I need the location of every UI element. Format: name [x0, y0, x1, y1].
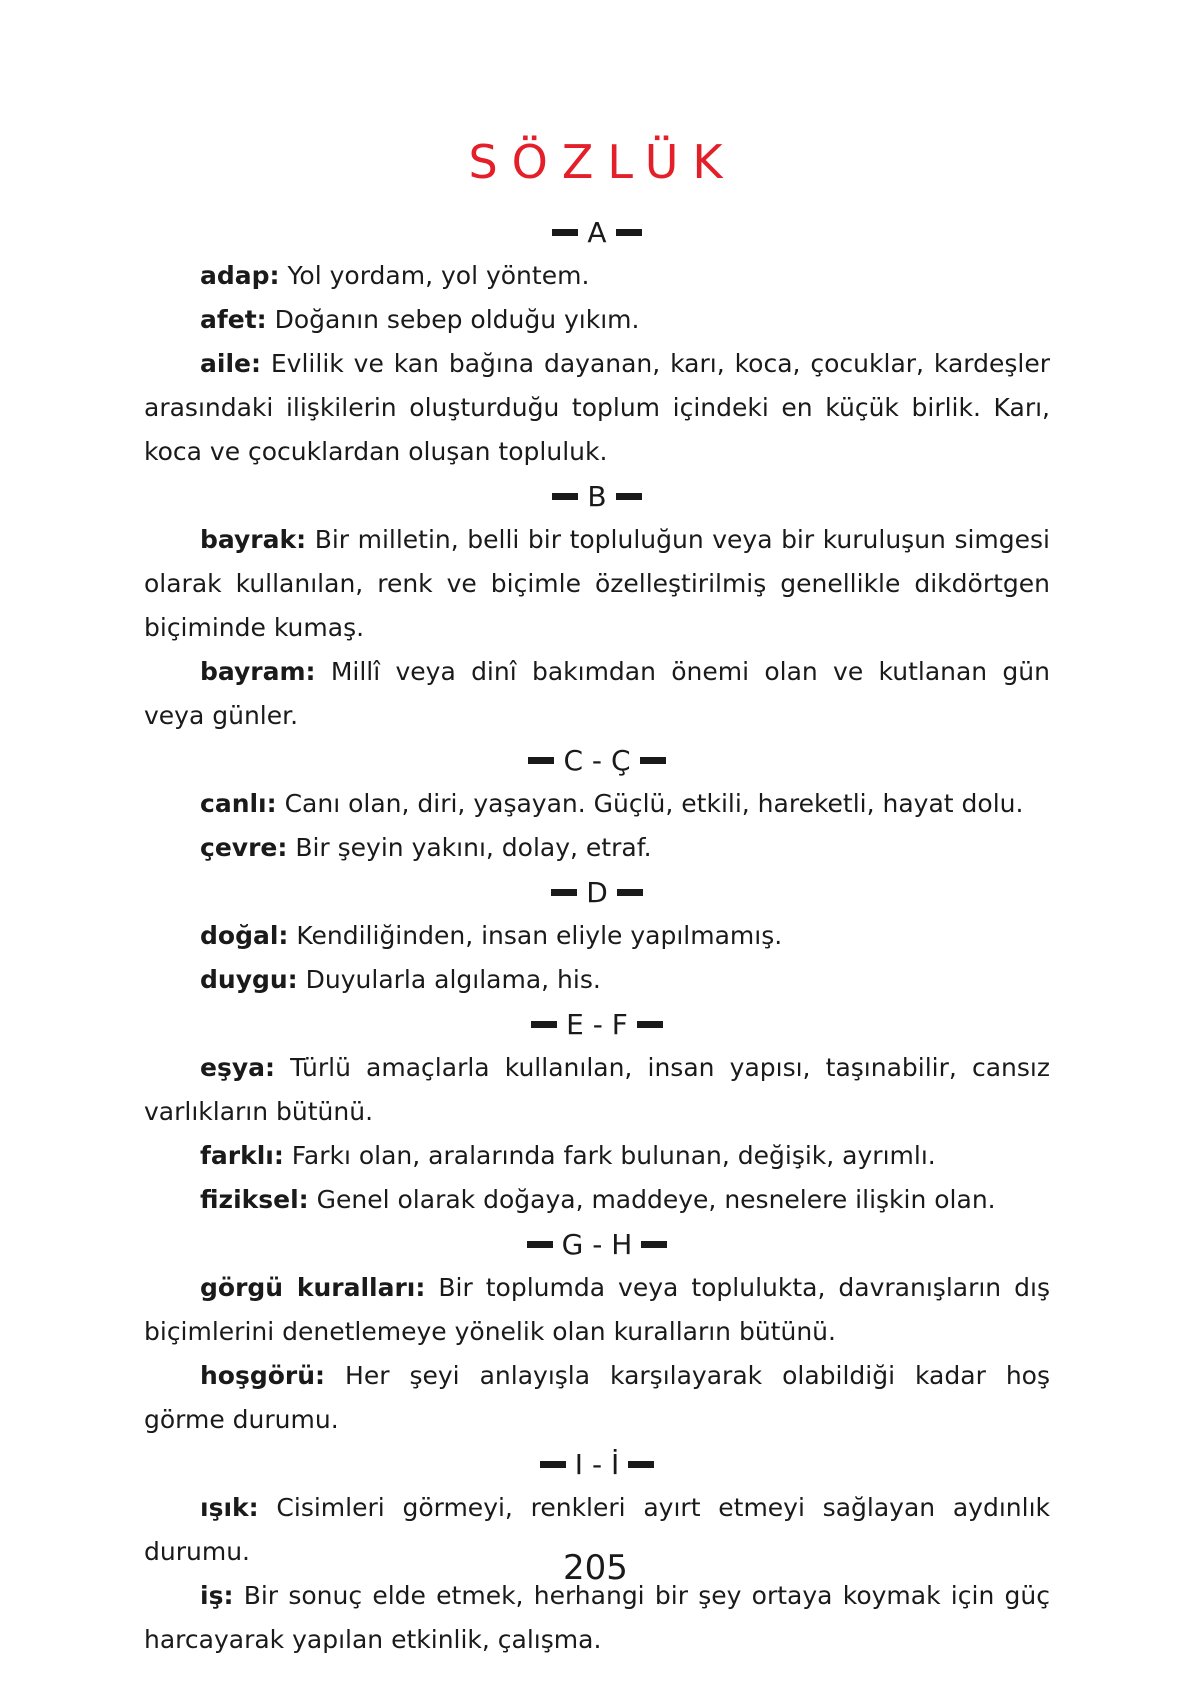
entry-definition: Türlü amaçlarla kullanılan, insan yapısı, taşınabilir, cansız varlıkların bütünü. — [144, 1053, 1050, 1126]
entry-term: fiziksel: — [200, 1185, 309, 1214]
dictionary-entry — [144, 298, 1050, 342]
dictionary-entry — [144, 1266, 1050, 1354]
entry-definition: Canı olan, diri, yaşayan. Güçlü, etkili, hareketli, hayat dolu. — [284, 789, 1024, 818]
section-heading-b — [144, 474, 1050, 518]
section-letter: I - İ — [574, 1447, 620, 1481]
dash-left — [551, 889, 577, 896]
dash-right — [616, 493, 642, 500]
section-letter: B — [587, 479, 607, 513]
entry-term: aile: — [200, 349, 261, 378]
section-heading-a — [144, 210, 1050, 254]
dictionary-content — [144, 210, 1050, 1662]
entry-term: afet: — [200, 305, 267, 334]
entry-definition: Farkı olan, aralarında fark bulunan, değişik, ayrımlı. — [291, 1141, 936, 1170]
entry-term: canlı: — [200, 789, 277, 818]
page-number: 205 — [563, 1548, 628, 1588]
entry-term: farklı: — [200, 1141, 284, 1170]
dash-right — [637, 1021, 663, 1028]
dash-right — [628, 1461, 654, 1468]
section-heading-e — [144, 1002, 1050, 1046]
entry-definition: Genel olarak doğaya, maddeye, nesnelere ilişkin olan. — [316, 1185, 996, 1214]
dictionary-entry — [144, 1354, 1050, 1442]
dash-left — [531, 1021, 557, 1028]
entry-definition: Bir milletin, belli bir topluluğun veya bir kuruluşun simgesi olarak kullanılan, renk ve biçimle özelleştirilmiş genellikle dikdörtgen biçiminde kumaş. — [144, 525, 1050, 642]
entry-definition: Bir sonuç elde etmek, herhangi bir şey ortaya koymak için güç harcayarak yapılan etkinlik, çalışma. — [144, 1581, 1050, 1654]
entry-term: hoşgörü: — [200, 1361, 326, 1390]
entry-term: eşya: — [200, 1053, 275, 1082]
dictionary-entry — [144, 1134, 1050, 1178]
entry-definition: Duyularla algılama, his. — [305, 965, 601, 994]
dictionary-entry — [144, 1046, 1050, 1134]
dash-right — [640, 757, 666, 764]
section-letter: C - Ç — [563, 743, 631, 777]
entry-term: iş: — [200, 1581, 234, 1610]
dictionary-entry — [144, 518, 1050, 650]
dash-right — [617, 889, 643, 896]
entry-term: duygu: — [200, 965, 298, 994]
section-heading-c — [144, 738, 1050, 782]
dictionary-entry — [144, 1178, 1050, 1222]
entry-term: görgü kuralları: — [200, 1273, 426, 1302]
entry-term: çevre: — [200, 833, 288, 862]
section-heading-d — [144, 870, 1050, 914]
section-letter: A — [587, 215, 607, 249]
dictionary-entry — [144, 650, 1050, 738]
dash-left — [552, 493, 578, 500]
entry-definition: Evlilik ve kan bağına dayanan, karı, koca, çocuklar, kardeşler arasındaki ilişkilerin oluşturduğu toplum içindeki en küçük birlik. Karı, koca ve çocuklardan oluşan topluluk. — [144, 349, 1050, 466]
entry-definition: Her şeyi anlayışla karşılayarak olabildiği kadar hoş görme durumu. — [144, 1361, 1050, 1434]
entry-definition: Millî veya dinî bakımdan önemi olan ve kutlanan gün veya günler. — [144, 657, 1050, 730]
entry-definition: Bir şeyin yakını, dolay, etraf. — [295, 833, 652, 862]
dash-left — [552, 229, 578, 236]
dictionary-entry — [144, 914, 1050, 958]
section-letter: D — [586, 875, 608, 909]
entry-term: doğal: — [200, 921, 289, 950]
dictionary-entry — [144, 958, 1050, 1002]
dictionary-entry — [144, 254, 1050, 298]
dash-right — [641, 1241, 667, 1248]
entry-definition: Kendiliğinden, insan eliyle yapılmamış. — [296, 921, 783, 950]
entry-definition: Doğanın sebep olduğu yıkım. — [274, 305, 640, 334]
dash-left — [527, 1241, 553, 1248]
entry-definition: Bir toplumda veya toplulukta, davranışların dış biçimlerini denetlemeye yönelik olan kuralların bütünü. — [144, 1273, 1050, 1346]
dictionary-entry — [144, 782, 1050, 826]
section-heading-i — [144, 1442, 1050, 1486]
page-title: SÖZLÜK — [468, 135, 737, 189]
section-letter: G - H — [561, 1227, 633, 1261]
dash-right — [616, 229, 642, 236]
dictionary-entry — [144, 826, 1050, 870]
entry-definition: Cisimleri görmeyi, renkleri ayırt etmeyi sağlayan aydınlık durumu. — [144, 1493, 1051, 1566]
entry-term: ışık: — [200, 1493, 259, 1522]
dictionary-entry — [144, 342, 1050, 474]
section-letter: E - F — [566, 1007, 628, 1041]
entry-term: bayrak: — [200, 525, 307, 554]
entry-definition: Yol yordam, yol yöntem. — [287, 261, 590, 290]
entry-term: bayram: — [200, 657, 316, 686]
dash-left — [528, 757, 554, 764]
dash-left — [540, 1461, 566, 1468]
section-heading-g — [144, 1222, 1050, 1266]
entry-term: adap: — [200, 261, 280, 290]
